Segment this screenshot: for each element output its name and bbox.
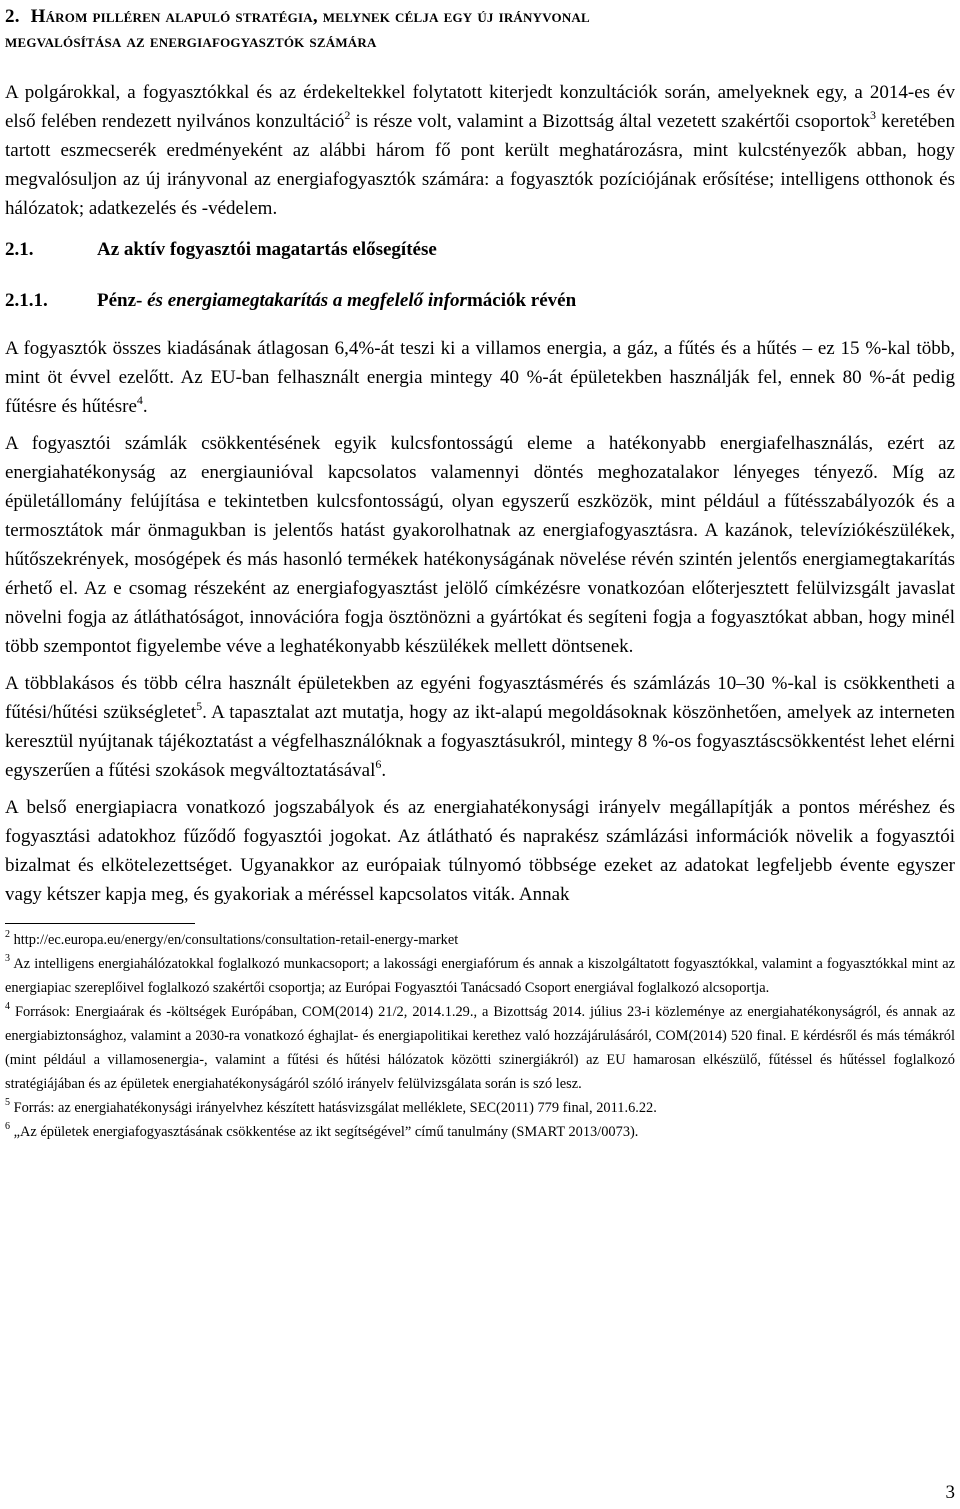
paragraph-spending xyxy=(5,334,955,421)
subsection-title-b: és energiamegtakarítás a megfelelő infor xyxy=(142,290,467,311)
subsection-heading xyxy=(5,288,955,313)
section-number: 2.1. xyxy=(5,239,34,260)
metering-text-2: . A tapasztalat azt mutatja, hogy az ikt-alapú megoldásoknak köszönhetően, amelyek az interneten keresztül nyújtanak tájékoztatást a végfelhasználóknak a fogyasztásukról, mintegy 8 %-os fogyasztáscsökkentést lehet elérni egyszerűen a fűtési szokások megváltoztatásával xyxy=(5,702,956,781)
footnote-ref-4[interactable]: 4 xyxy=(136,392,143,407)
subsection-title-c: mációk révén xyxy=(466,290,577,311)
intro-text-1: A polgárokkal, a fogyasztókkal és az érdekeltekkel folytatott kiterjedt konzultációk során, amelyeknek egy, a 2014-es év első felében rendezett nyilvános konzultáció xyxy=(5,82,955,132)
section-heading xyxy=(5,237,955,262)
heading-line-1: Három pilléren alapuló stratégia, melynek célja egy új irányvonal xyxy=(30,6,590,27)
document-page xyxy=(5,0,955,1144)
metering-text-3: . xyxy=(381,760,387,781)
footnote-mark: 5 xyxy=(5,1097,10,1109)
spending-text-2: . xyxy=(142,396,148,417)
footnote-separator xyxy=(5,923,195,924)
footnote-text: „Az épületek energiafogyasztásának csökkentése az ikt segítségével” című tanulmány (SMART 2013/0073). xyxy=(10,1124,639,1140)
section-title: Az aktív fogyasztói magatartás elősegítése xyxy=(97,239,437,260)
footnote-text: Az intelligens energiahálózatokkal foglalkozó munkacsoport; a lakossági energiafórum és annak a kiszolgáltatott fogyasztókkal, valamint a fogyasztókkal mint az energiapiac szereplőivel foglalkozó szakértői csoportja; az Európai Fogyasztói Tanácsadó Csoport energiával foglalkozó alcsoportja. xyxy=(5,956,955,996)
intro-text-2: is része volt, valamint a Bizottság által vezetett szakértői csoportok xyxy=(350,111,870,132)
spending-text-1: A fogyasztók összes kiadásának átlagosan 6,4%-át teszi ki a villamos energia, a gáz, a fűtés és a hűtés – ez 15 %-kal több, mint öt évvel ezelőtt. Az EU-ban felhasznált energia mintegy 40 %-át épületekben használják fel, ennek 80 %-át pedig fűtésre és hűtésre xyxy=(5,338,955,417)
intro-text-3: keretében tartott eszmecserék eredményeként az alábbi három fő pont került meghatározásra, mint kulcstényezők abban, hogy megvalósuljon az új irányvonal az energiafogyasztók számára: a fogyasztók pozíciójának erősítése; intelligens otthonok és hálózatok; adatkezelés és -védelem. xyxy=(5,111,955,219)
heading-number: 2. xyxy=(5,6,20,27)
footnote-3 xyxy=(5,952,955,1000)
subsection-title-a: Pénz- xyxy=(97,290,143,311)
paragraph-internal-market: A belső energiapiacra vonatkozó jogszabályok és az energiahatékonysági irányelv megállapítják a pontos méréshez és fogyasztási adatokhoz fűződő fogyasztói jogokat. Az átlátható és naprakész számlázási információk növelik a fogyasztói bizalmat és elkötelezettséget. Ugyanakkor az európaiak túlnyomó többsége ezeket az adatokat legfeljebb évente egyszer vagy kétszer kapja meg, és gyakoriak a méréssel kapcsolatos viták. Annak xyxy=(5,797,955,905)
footnote-mark: 2 xyxy=(5,929,10,941)
footnote-text: Források: Energiaárak és -költségek Európában, COM(2014) 21/2, 2014.1.29., a Bizottság 2014. július 23-i közleménye az energiahatékonyságról, és annak az energiabiztonsághoz, valamint a 2030-ra vonatkozó éghajlat- és energiapolitikai kerethez való hozzájárulásáról, COM(2014) 520 final. E kérdésről és más témákról (mint például a villamosenergia-, valamint a fűtési és hűtési hálózatok közötti szinergiákról) az EU hamarosan elkészülő, fűtéssel és hűtéssel foglalkozó stratégiájában és az épületek energiahatékonyságáról szóló irányelv felülvizsgálata során is szó lesz. xyxy=(5,1004,955,1092)
footnote-ref-6[interactable]: 6 xyxy=(375,756,382,771)
paragraph-efficiency: A fogyasztói számlák csökkentésének egyik kulcsfontosságú eleme a hatékonyabb energiafelhasználás, ezért az energiahatékonyság az energiaunióval kapcsolatos valamennyi döntés meghozatalakor lényeges tényező. Míg az épületállomány felújítása e tekintetben kulcsfontosságú, olyan egyszerű eszközök, mint például a fűtésszabályozók és a termosztátok már önmagukban is jelentős hatást gyakorolhatnak az energiafogyasztásra. A kazánok, televíziókészülékek, hűtőszekrények, mosógépek és más hasonló termékek hatékonyságának növelése révén szintén jelentős energiamegtakarítás érhető el. Az e csomag részeként az energiafogyasztást jelölő címkézésre vonatkozóan előterjesztett felülvizsgált javaslat növelni fogja az átláthatóságot, innovációra fogja ösztönözni a gyártókat és segíteni fogja a fogyasztókat abban, hogy minél több szempontot figyelembe véve a leghatékonyabb készülékek mellett döntsenek. xyxy=(5,433,955,657)
main-heading xyxy=(5,4,955,54)
paragraph-metering xyxy=(5,669,955,785)
footnote-ref-5[interactable]: 5 xyxy=(196,698,203,713)
footnote-mark: 3 xyxy=(5,953,10,965)
footnote-mark: 6 xyxy=(5,1121,10,1133)
footnote-5 xyxy=(5,1096,955,1120)
footnote-2 xyxy=(5,928,955,952)
heading-line-2: megvalósítása az energiafogyasztók számára xyxy=(5,31,377,52)
metering-text-1: A többlakásos és több célra használt épületekben az egyéni fogyasztásmérés és számlázás 10–30 %-kal is csökkentheti a fűtési/hűtési szükségletet xyxy=(5,673,955,723)
footnote-mark: 4 xyxy=(5,1001,10,1013)
footnote-ref-3[interactable]: 3 xyxy=(869,107,876,122)
footnotes xyxy=(5,928,955,1144)
footnote-ref-2[interactable]: 2 xyxy=(344,107,351,122)
footnote-text[interactable]: http://ec.europa.eu/energy/en/consultations/consultation-retail-energy-market xyxy=(10,932,459,948)
intro-paragraph xyxy=(5,78,955,223)
footnote-6 xyxy=(5,1120,955,1144)
footnote-text: Forrás: az energiahatékonysági irányelvhez készített hatásvizsgálat melléklete, SEC(2011) 779 final, 2011.6.22. xyxy=(10,1100,657,1116)
page-number: 3 xyxy=(945,1482,955,1503)
footnote-4 xyxy=(5,1000,955,1096)
subsection-number: 2.1.1. xyxy=(5,290,48,311)
